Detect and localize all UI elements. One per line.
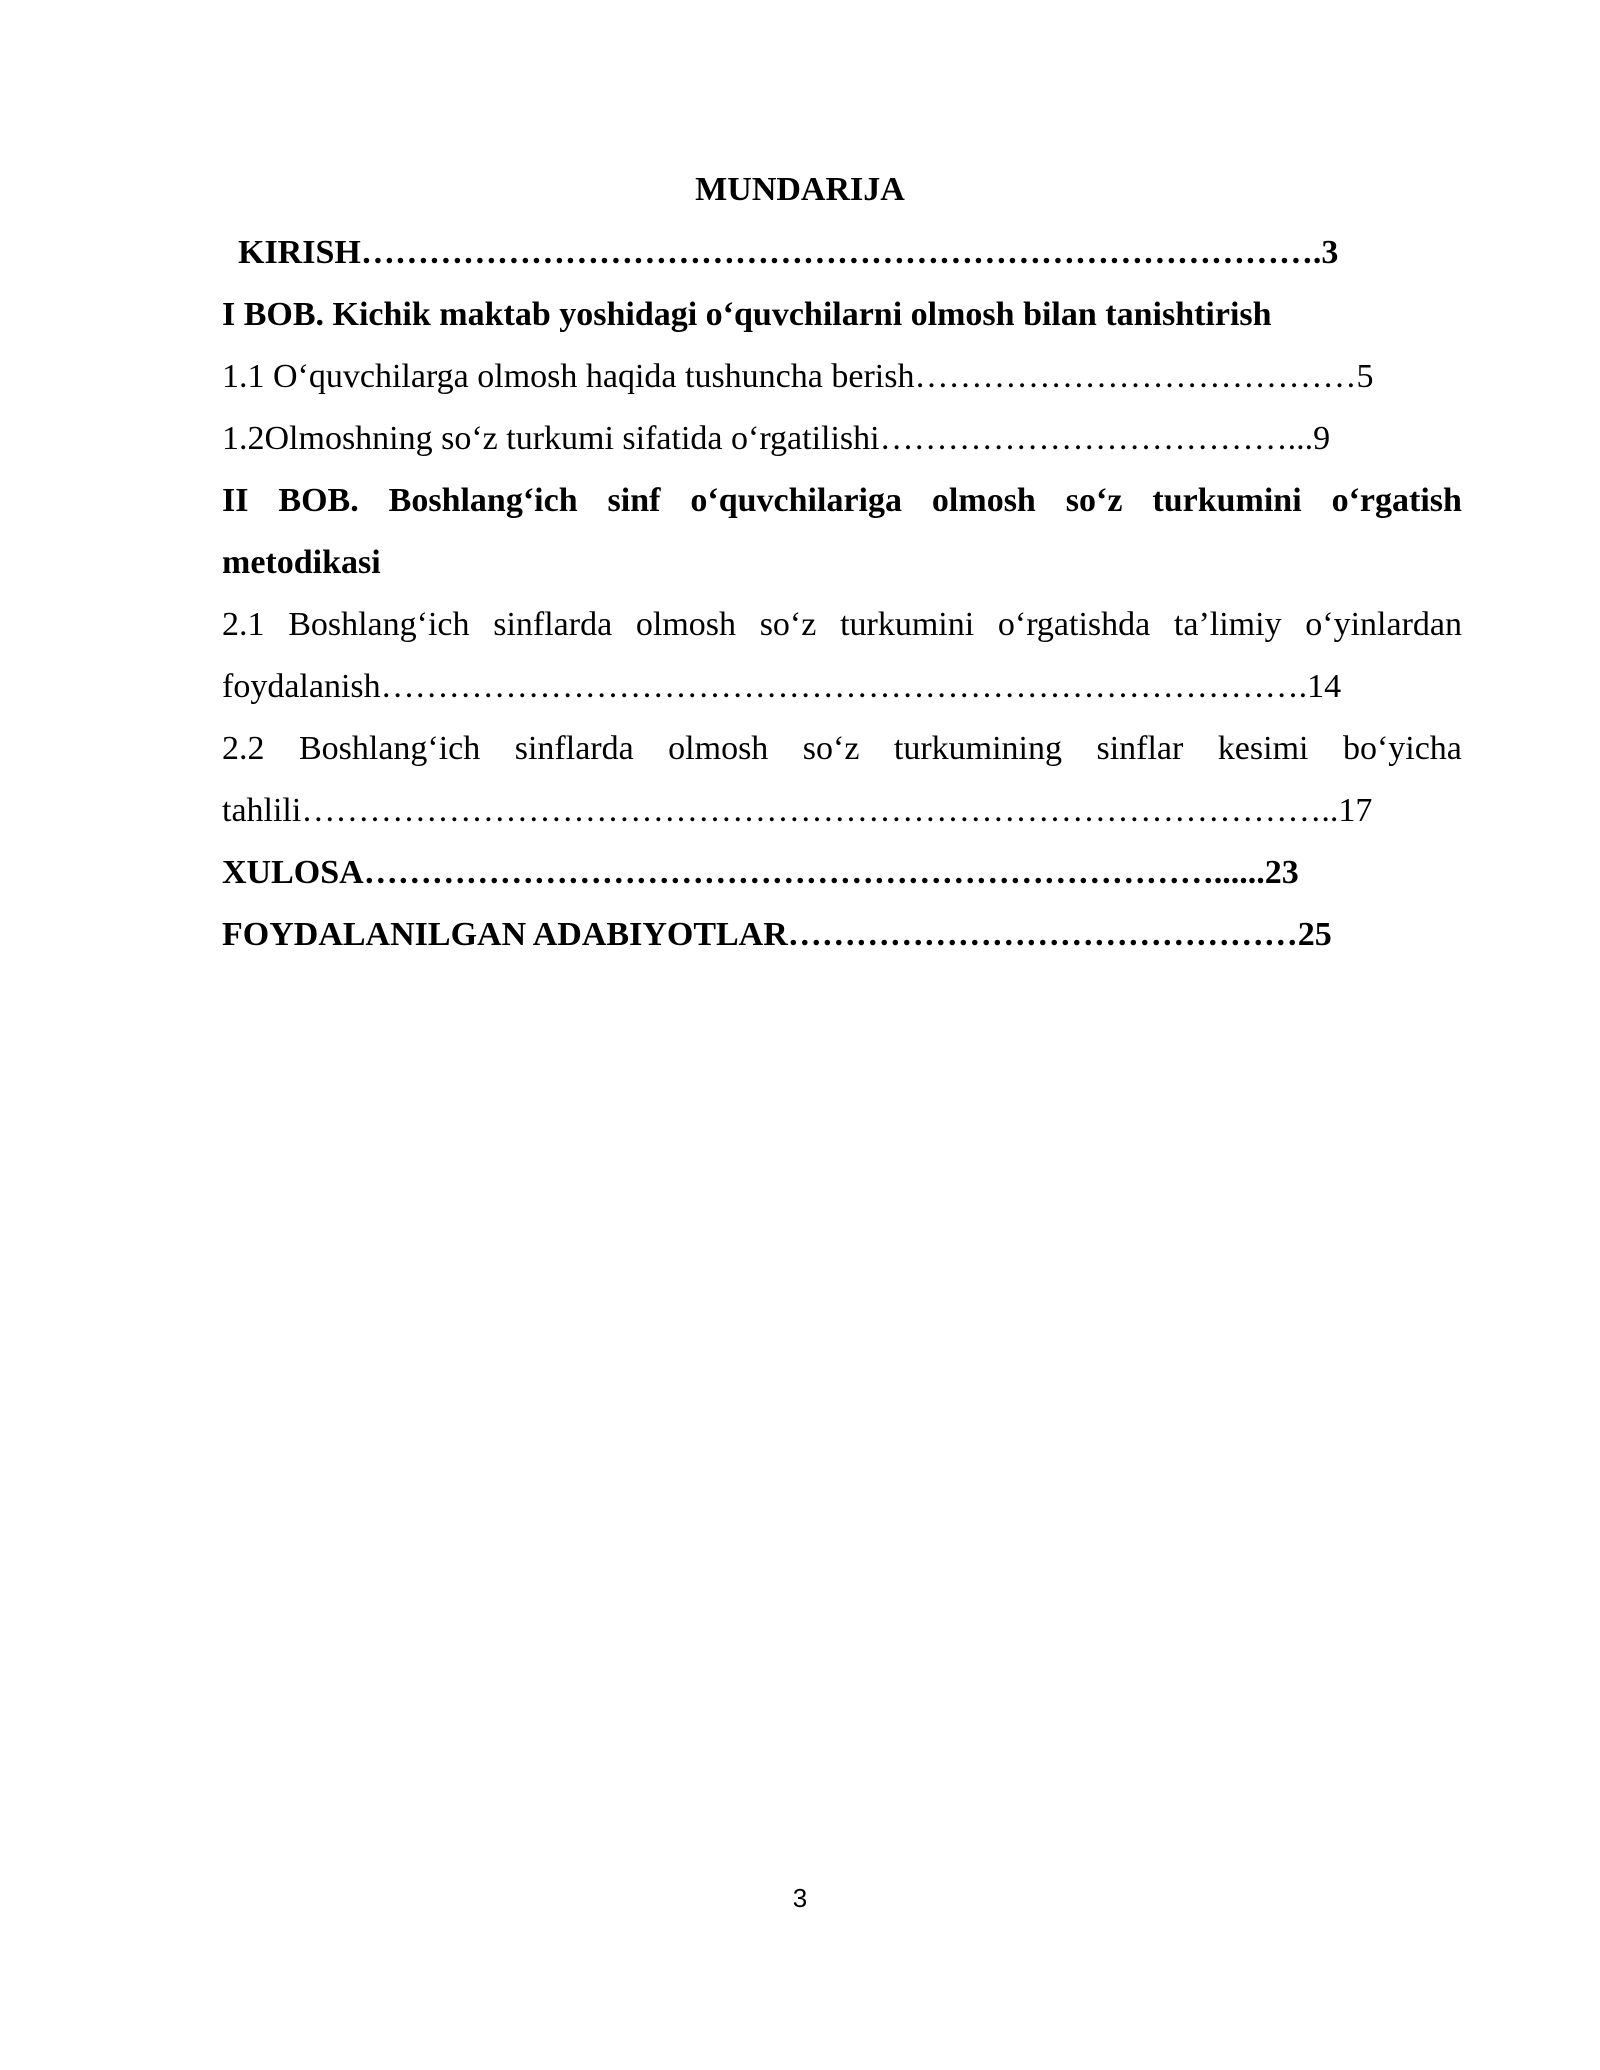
word: o‘rgatishda [997,606,1151,643]
word: so‘z [802,730,860,767]
toc-section-2-1 [222,600,1462,650]
word: sinflar [1096,730,1184,767]
word: olmosh [931,482,1036,519]
toc-chapter-2-heading-continued: metodikasi [222,544,381,581]
word: Boshlang‘ich [388,482,578,519]
toc-section-2-1-continued: foydalanish……………………………………………………………………….14 [222,668,1342,705]
page-number: 3 [792,1883,808,1913]
toc-section-1-1: 1.1 O‘quvchilarga olmosh haqida tushuncha berish…………………………………5 [222,358,1374,395]
word: so‘z [1065,482,1123,519]
word: sinf [607,482,661,519]
word: olmosh [635,606,736,643]
toc-entry-kirish: KIRISH………………………………………………………………………….3 [238,234,1339,271]
word: o‘rgatish [1331,482,1462,519]
toc-section-1-2: 1.2Olmoshning so‘z turkumi sifatida o‘rgatilishi………………………………...9 [222,420,1331,457]
toc-section-2-2-continued: tahlili………………………………………………………………………………..17 [222,792,1373,829]
word: II [222,482,249,519]
word: turkumini [840,606,975,643]
word: sinflarda [493,606,613,643]
toc-entry-xulosa: XULOSA…………………………………………………………………......23 [222,854,1299,891]
word: olmosh [668,730,769,767]
word: BOB. [278,482,359,519]
toc-title: MUNDARIJA [695,171,905,208]
word: bo‘yicha [1342,730,1462,767]
word: Boshlang‘ich [288,606,470,643]
word: Boshlang‘ich [298,730,481,767]
word: kesimi [1217,730,1309,767]
word: so‘z [759,606,817,643]
word: sinflarda [514,730,634,767]
word: turkumini [1152,482,1302,519]
toc-entry-adabiyotlar: FOYDALANILGAN ADABIYOTLAR………………………………………25 [222,916,1332,953]
toc-chapter-1-heading: I BOB. Kichik maktab yoshidagi o‘quvchilarni olmosh bilan tanishtirish [222,296,1272,333]
word: turkumining [893,730,1062,767]
word: 2.2 [222,730,265,767]
word: o‘yinlardan [1305,606,1462,643]
word: ta’limiy [1173,606,1282,643]
word: o‘quvchilariga [690,482,902,519]
word: 2.1 [222,606,265,643]
toc-chapter-2-heading [222,476,1462,526]
toc-section-2-2 [222,724,1462,774]
